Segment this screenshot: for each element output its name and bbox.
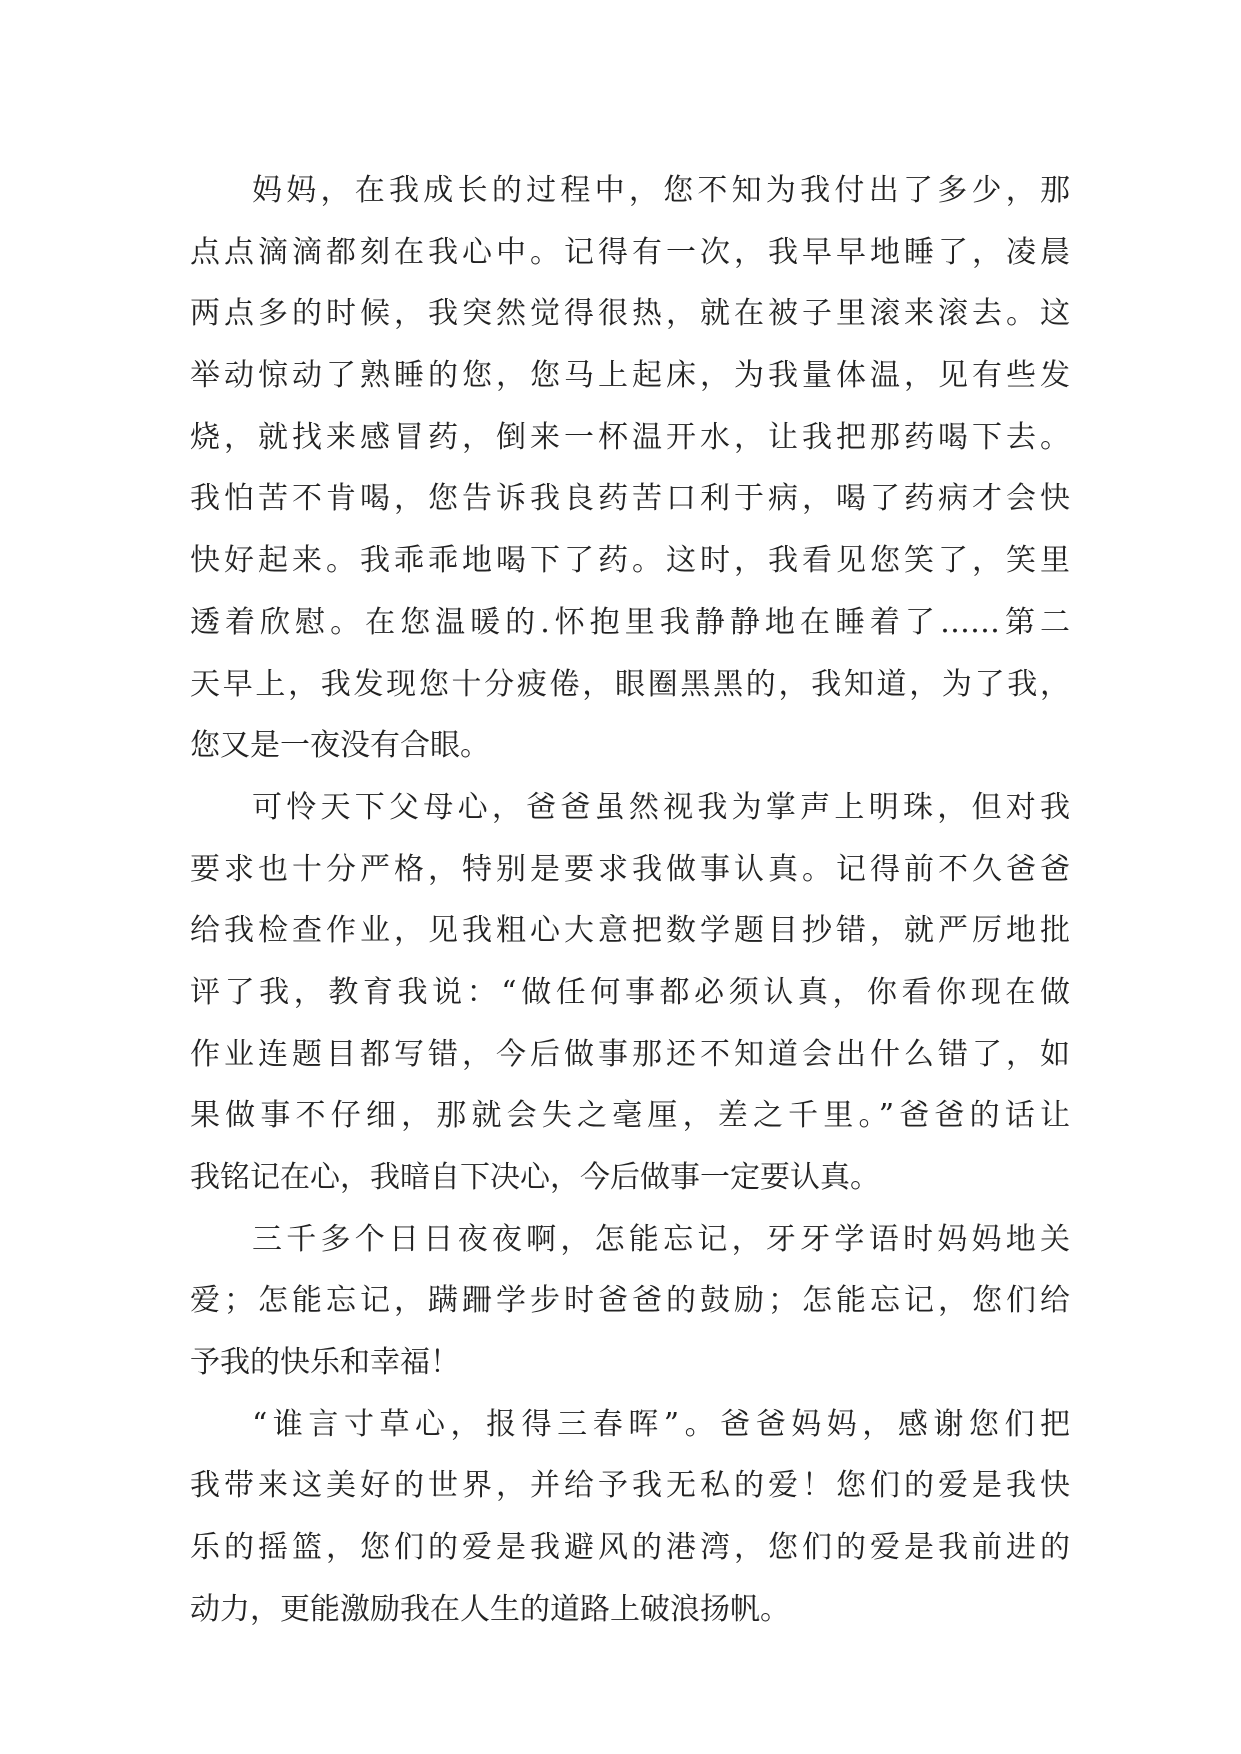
text-line: 天早上，我发现您十分疲倦，眼圈黑黑的，我知道，为了我， <box>190 666 1070 702</box>
text-line: 我铭记在心，我暗自下决心，今后做事一定要认真。 <box>190 1160 880 1195</box>
text-line: 我怕苦不肯喝，您告诉我良药苦口利于病，喝了药病才会快 <box>190 481 1070 517</box>
text-line: 透着欣慰。在您温暖的.怀抱里我静静地在睡着了……第二 <box>190 604 1070 640</box>
text-line: 举动惊动了熟睡的您，您马上起床，为我量体温，见有些发 <box>190 358 1070 394</box>
text-line: 可怜天下父母心，爸爸虽然视我为掌声上明珠，但对我 <box>252 789 1070 825</box>
text-line: 乐的摇篮，您们的爱是我避风的港湾，您们的爱是我前进的 <box>190 1530 1070 1566</box>
text-line: “谁言寸草心，报得三春晖”。爸爸妈妈，感谢您们把 <box>252 1406 1070 1442</box>
text-line: 快好起来。我乖乖地喝下了药。这时，我看见您笑了，笑里 <box>190 543 1070 579</box>
paragraph <box>190 160 1070 777</box>
text-line: 评了我，教育我说：“做任何事都必须认真，你看你现在做 <box>190 974 1070 1010</box>
paragraph <box>190 777 1070 1209</box>
text-line: 动力，更能激励我在人生的道路上破浪扬帆。 <box>190 1591 790 1627</box>
text-line: 烧，就找来感冒药，倒来一杯温开水，让我把那药喝下去。 <box>190 419 1070 455</box>
text-line: 爱；怎能忘记，蹒跚学步时爸爸的鼓励；怎能忘记，您们给 <box>190 1283 1070 1319</box>
text-line: 您又是一夜没有合眼。 <box>190 728 490 764</box>
essay-body <box>190 160 1070 1641</box>
text-line: 三千多个日日夜夜啊，怎能忘记，牙牙学语时妈妈地关 <box>252 1221 1070 1257</box>
text-line: 点点滴滴都刻在我心中。记得有一次，我早早地睡了，凌晨 <box>190 234 1070 270</box>
text-line: 果做事不仔细，那就会失之毫厘，差之千里。”爸爸的话让 <box>190 1098 1070 1134</box>
paragraph <box>190 1394 1070 1641</box>
text-line: 要求也十分严格，特别是要求我做事认真。记得前不久爸爸 <box>190 851 1070 887</box>
text-line: 给我检查作业，见我粗心大意把数学题目抄错，就严厉地批 <box>190 913 1070 949</box>
text-line: 妈妈，在我成长的过程中，您不知为我付出了多少，那 <box>252 173 1070 208</box>
paragraph <box>190 1209 1070 1394</box>
text-line: 我带来这美好的世界，并给予我无私的爱！您们的爱是我快 <box>190 1468 1070 1504</box>
text-line: 两点多的时候，我突然觉得很热，就在被子里滚来滚去。这 <box>190 296 1070 332</box>
text-line: 予我的快乐和幸福！ <box>190 1345 460 1381</box>
text-line: 作业连题目都写错，今后做事那还不知道会出什么错了，如 <box>190 1036 1070 1072</box>
